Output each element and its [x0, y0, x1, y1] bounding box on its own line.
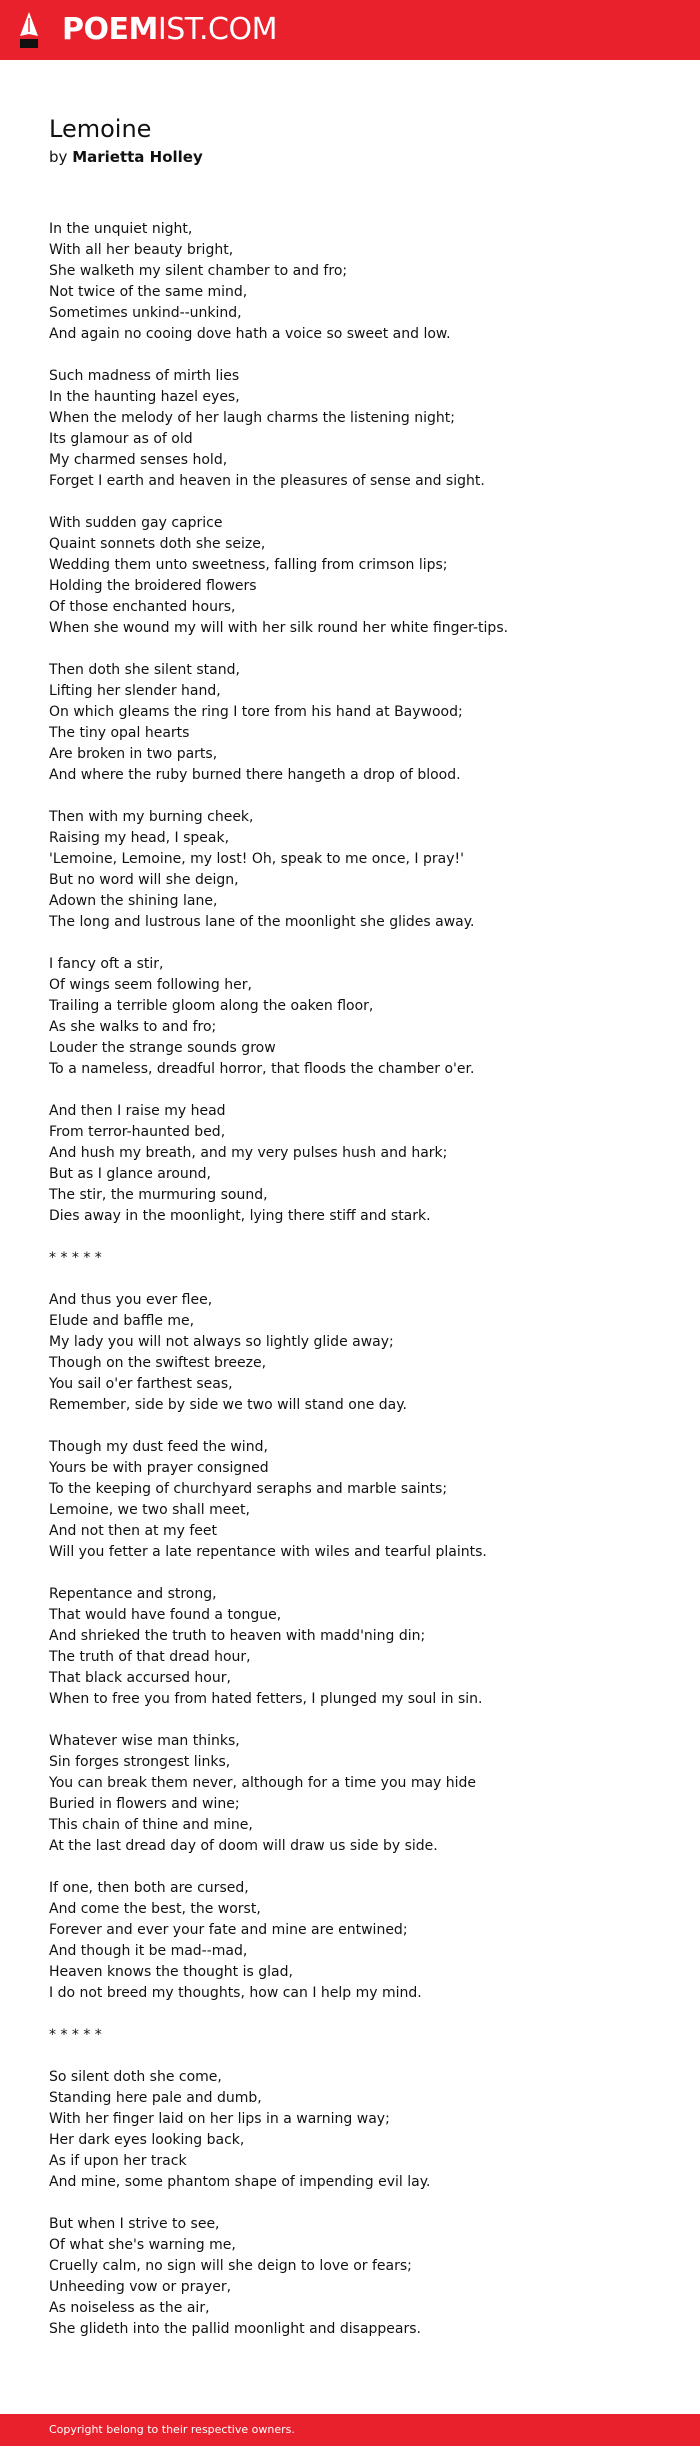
- poem-line: To the keeping of churchyard seraphs and marble saints;: [49, 1481, 448, 1497]
- poem-line: And mine, some phantom shape of impending evil lay.: [49, 2174, 431, 2190]
- poem-line: Louder the strange sounds grow: [49, 1040, 276, 1056]
- poem-line: Remember, side by side we two will stand one day.: [49, 1397, 407, 1413]
- stanza: [49, 954, 669, 1080]
- poem-line: Will you fetter a late repentance with wiles and tearful plaints.: [49, 1544, 487, 1560]
- poem-line: That black accursed hour,: [49, 1670, 231, 1686]
- poem-line: In the haunting hazel eyes,: [49, 389, 240, 405]
- poem-line: Though my dust feed the wind,: [49, 1439, 268, 1455]
- poem-line: * * * * *: [49, 1250, 102, 1266]
- poem-line: Its glamour as of old: [49, 431, 193, 447]
- poem-line: That would have found a tongue,: [49, 1607, 282, 1623]
- poem-line: My lady you will not always so lightly glide away;: [49, 1334, 394, 1350]
- poem-line: Of what she's warning me,: [49, 2237, 236, 2253]
- poem-line: Heaven knows the thought is glad,: [49, 1964, 293, 1980]
- poem-title: Lemoine: [49, 115, 152, 143]
- poem-line: Then with my burning cheek,: [49, 809, 254, 825]
- poem-line: Sometimes unkind--unkind,: [49, 305, 242, 321]
- poem-line: The tiny opal hearts: [49, 725, 190, 741]
- poem-line: The long and lustrous lane of the moonlight she glides away.: [49, 914, 475, 930]
- poem-line: Quaint sonnets doth she seize,: [49, 536, 266, 552]
- poem-line: 'Lemoine, Lemoine, my lost! Oh, speak to me once, I pray!': [49, 851, 464, 867]
- poem-line: Holding the broidered flowers: [49, 578, 257, 594]
- poem-line: Then doth she silent stand,: [49, 662, 240, 678]
- poem-line: Of those enchanted hours,: [49, 599, 236, 615]
- poem-line: I fancy oft a stir,: [49, 956, 164, 972]
- author-name: Marietta Holley: [72, 148, 203, 166]
- poem-line: You can break them never, although for a time you may hide: [49, 1775, 477, 1791]
- poem-line: At the last dread day of doom will draw us side by side.: [49, 1838, 438, 1854]
- poem-line: And shrieked the truth to heaven with madd'ning din;: [49, 1628, 426, 1644]
- poem-line: With all her beauty bright,: [49, 242, 234, 258]
- stanza: [49, 219, 669, 345]
- copyright-note: Copyright belong to their respective owners.: [49, 2423, 295, 2436]
- poem-line: And though it be mad--mad,: [49, 1943, 248, 1959]
- poem-line: I do not breed my thoughts, how can I help my mind.: [49, 1985, 422, 2001]
- poem-line: Yours be with prayer consigned: [49, 1460, 269, 1476]
- poem-line: Lifting her slender hand,: [49, 683, 221, 699]
- poem-line: Standing here pale and dumb,: [49, 2090, 262, 2106]
- stanza: [49, 1290, 669, 1416]
- poem-line: From terror-haunted bed,: [49, 1124, 226, 1140]
- poem-line: Of wings seem following her,: [49, 977, 252, 993]
- poem-line: As she walks to and fro;: [49, 1019, 217, 1035]
- poem-line: As noiseless as the air,: [49, 2300, 210, 2316]
- poem-line: As if upon her track: [49, 2153, 187, 2169]
- stanza: [49, 2214, 669, 2340]
- poem-line: When she wound my will with her silk round her white finger-tips.: [49, 620, 509, 636]
- stanza: [49, 660, 669, 786]
- stanza: [49, 1731, 669, 1857]
- site-logo-text[interactable]: [62, 13, 277, 47]
- poem-line: Wedding them unto sweetness, falling from crimson lips;: [49, 557, 448, 573]
- brand-bold: POEM: [62, 12, 158, 47]
- stanza: [49, 1101, 669, 1227]
- stanza: [49, 807, 669, 933]
- poem-line: And again no cooing dove hath a voice so sweet and low.: [49, 326, 451, 342]
- poem-line: Raising my head, I speak,: [49, 830, 230, 846]
- poem-line: Forever and ever your fate and mine are entwined;: [49, 1922, 408, 1938]
- poem-line: But when I strive to see,: [49, 2216, 220, 2232]
- section-break: [49, 1248, 669, 1269]
- poem-line: So silent doth she come,: [49, 2069, 222, 2085]
- poem-line: And thus you ever flee,: [49, 1292, 213, 1308]
- poem-line: Whatever wise man thinks,: [49, 1733, 240, 1749]
- poem-line: She walketh my silent chamber to and fro;: [49, 263, 348, 279]
- poem-line: * * * * *: [49, 2027, 102, 2043]
- stanza: [49, 513, 669, 639]
- poem-line: And hush my breath, and my very pulses hush and hark;: [49, 1145, 448, 1161]
- poem-line: Unheeding vow or prayer,: [49, 2279, 232, 2295]
- poem-line: Sin forges strongest links,: [49, 1754, 231, 1770]
- by-label: by: [49, 148, 68, 166]
- poem-line: She glideth into the pallid moonlight and disappears.: [49, 2321, 421, 2337]
- poem-line: Her dark eyes looking back,: [49, 2132, 245, 2148]
- poem-line: This chain of thine and mine,: [49, 1817, 253, 1833]
- stanza: [49, 366, 669, 492]
- poem-line: Elude and baffle me,: [49, 1313, 195, 1329]
- poem-line: Forget I earth and heaven in the pleasures of sense and sight.: [49, 473, 485, 489]
- poem-line: Are broken in two parts,: [49, 746, 218, 762]
- poem-line: But as I glance around,: [49, 1166, 211, 1182]
- poem-line: The stir, the murmuring sound,: [49, 1187, 268, 1203]
- poem-line: With her finger laid on her lips in a warning way;: [49, 2111, 390, 2127]
- poem-line: Adown the shining lane,: [49, 893, 218, 909]
- poem-line: And then I raise my head: [49, 1103, 226, 1119]
- poem-line: And come the best, the worst,: [49, 1901, 261, 1917]
- stanza: [49, 1584, 669, 1710]
- poem-line: And where the ruby burned there hangeth a drop of blood.: [49, 767, 461, 783]
- poem-line: Cruelly calm, no sign will she deign to love or fears;: [49, 2258, 412, 2274]
- poem-line: Though on the swiftest breeze,: [49, 1355, 267, 1371]
- poem-line: Repentance and strong,: [49, 1586, 217, 1602]
- poem-line: On which gleams the ring I tore from his hand at Baywood;: [49, 704, 463, 720]
- stanza: [49, 1878, 669, 2004]
- brand-light: IST.COM: [157, 12, 277, 47]
- poem-line: My charmed senses hold,: [49, 452, 228, 468]
- poem-line: And not then at my feet: [49, 1523, 217, 1539]
- poem-line: With sudden gay caprice: [49, 515, 223, 531]
- section-break: [49, 2025, 669, 2046]
- site-header: [0, 0, 700, 60]
- poem-line: If one, then both are cursed,: [49, 1880, 249, 1896]
- poem-line: In the unquiet night,: [49, 221, 193, 237]
- poem-body: [49, 219, 669, 2361]
- pen-nib-icon[interactable]: [17, 10, 41, 50]
- poem-line: When to free you from hated fetters, I plunged my soul in sin.: [49, 1691, 483, 1707]
- poem-line: Lemoine, we two shall meet,: [49, 1502, 250, 1518]
- site-footer: [0, 2414, 700, 2446]
- poem-line: Not twice of the same mind,: [49, 284, 248, 300]
- poem-line: Trailing a terrible gloom along the oaken floor,: [49, 998, 374, 1014]
- poem-line: Such madness of mirth lies: [49, 368, 240, 384]
- poem-line: Buried in flowers and wine;: [49, 1796, 240, 1812]
- poem-line: To a nameless, dreadful horror, that floods the chamber o'er.: [49, 1061, 475, 1077]
- poem-line: Dies away in the moonlight, lying there stiff and stark.: [49, 1208, 431, 1224]
- poem-line: You sail o'er farthest seas,: [49, 1376, 233, 1392]
- poem-line: When the melody of her laugh charms the listening night;: [49, 410, 455, 426]
- stanza: [49, 1437, 669, 1563]
- poem-line: The truth of that dread hour,: [49, 1649, 251, 1665]
- byline: [49, 147, 203, 167]
- poem-line: But no word will she deign,: [49, 872, 239, 888]
- stanza: [49, 2067, 669, 2193]
